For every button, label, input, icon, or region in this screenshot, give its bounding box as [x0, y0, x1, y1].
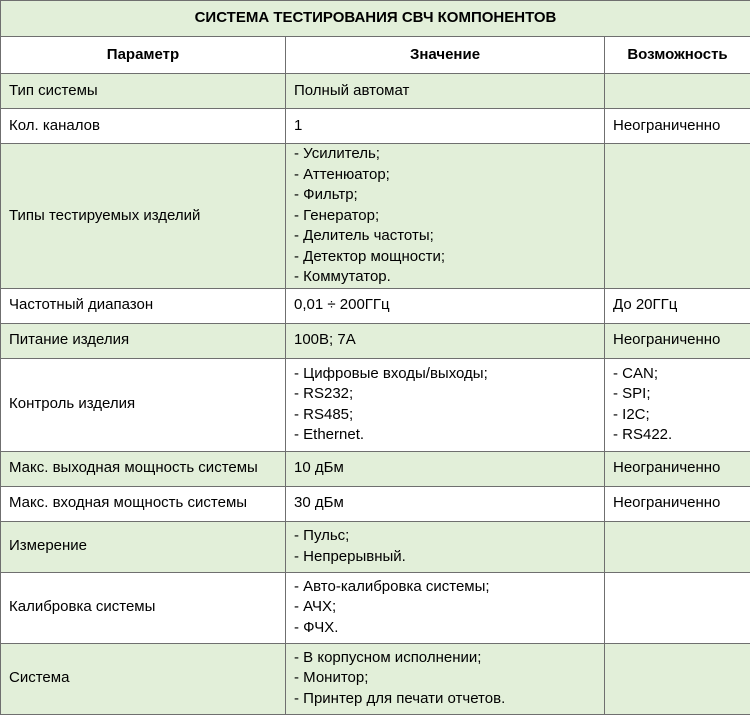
capability-line: Неограниченно — [613, 459, 721, 477]
capability-line: - SPI; — [613, 385, 651, 402]
capability-cell — [605, 643, 750, 714]
value-cell — [286, 451, 605, 486]
table-title: СИСТЕМА ТЕСТИРОВАНИЯ СВЧ КОМПОНЕНТОВ — [1, 1, 750, 37]
value-cell — [286, 74, 605, 109]
value-line: - В корпусном исполнении; — [294, 648, 482, 666]
value-cell — [286, 323, 605, 358]
value-cell — [286, 486, 605, 521]
table-row — [1, 109, 750, 144]
table-row — [1, 486, 750, 521]
parameter-cell: Система — [1, 643, 286, 714]
value-line: - RS232; — [294, 385, 354, 402]
value-line: - Принтер для печати отчетов. — [294, 689, 506, 707]
value-line: 30 дБм — [294, 494, 344, 512]
value-line: - Цифровые входы/выходы; — [294, 364, 488, 382]
parameter-cell: Кол. каналов — [1, 109, 286, 144]
capability-cell — [605, 486, 750, 521]
capability-line: - I2C; — [613, 405, 650, 423]
table-row — [1, 521, 750, 572]
capability-line: До 20ГГц — [613, 296, 678, 314]
value-cell — [286, 643, 605, 714]
capability-line: - RS422. — [613, 426, 673, 443]
capability-cell — [605, 521, 750, 572]
value-line: - Генератор; — [294, 206, 380, 224]
value-line: - Фильтр; — [294, 186, 358, 203]
capability-cell — [605, 572, 750, 643]
value-line: - Коммутатор. — [294, 268, 391, 285]
table-row — [1, 451, 750, 486]
value-line: Полный автомат — [294, 81, 410, 99]
value-line: 1 — [294, 116, 303, 134]
value-cell — [286, 288, 605, 323]
parameter-cell: Типы тестируемых изделий — [1, 144, 286, 289]
value-line: - Непрерывный. — [294, 547, 406, 565]
value-cell — [286, 144, 605, 289]
parameter-cell: Измерение — [1, 521, 286, 572]
value-line: 10 дБм — [294, 459, 344, 477]
header-value: Значение — [286, 37, 605, 74]
capability-cell — [605, 323, 750, 358]
value-line: - Делитель частоты; — [294, 227, 434, 244]
value-cell — [286, 521, 605, 572]
parameter-cell: Питание изделия — [1, 323, 286, 358]
table-row — [1, 144, 750, 289]
table-row — [1, 74, 750, 109]
capability-line: Неограниченно — [613, 116, 721, 134]
capability-cell — [605, 74, 750, 109]
header-capability: Возможность — [605, 37, 750, 74]
value-line: - ФЧХ. — [294, 618, 339, 636]
capability-cell — [605, 358, 750, 451]
value-line: 0,01 ÷ 200ГГц — [294, 296, 390, 314]
value-line: 100В; 7А — [294, 331, 356, 349]
parameter-cell: Калибровка системы — [1, 572, 286, 643]
value-line: - Детектор мощности; — [294, 247, 446, 265]
value-cell — [286, 572, 605, 643]
parameter-cell: Макс. входная мощность системы — [1, 486, 286, 521]
value-line: - Пульс; — [294, 527, 350, 544]
capability-cell — [605, 451, 750, 486]
value-cell — [286, 109, 605, 144]
table-row — [1, 288, 750, 323]
parameter-cell: Тип системы — [1, 74, 286, 109]
table-row — [1, 358, 750, 451]
parameter-cell: Частотный диапазон — [1, 288, 286, 323]
capability-cell — [605, 288, 750, 323]
parameter-cell: Макс. выходная мощность системы — [1, 451, 286, 486]
table-row — [1, 323, 750, 358]
value-line: - Ethernet. — [294, 426, 365, 443]
capability-cell — [605, 109, 750, 144]
value-line: - Аттенюатор; — [294, 165, 390, 183]
table-row — [1, 572, 750, 643]
table-row — [1, 643, 750, 714]
parameter-cell: Контроль изделия — [1, 358, 286, 451]
capability-cell — [605, 144, 750, 289]
value-line: - Авто-калибровка системы; — [294, 577, 490, 595]
value-line: - Монитор; — [294, 669, 369, 687]
value-cell — [286, 358, 605, 451]
capability-line: - CAN; — [613, 364, 658, 382]
capability-line: Неограниченно — [613, 494, 721, 512]
value-line: - RS485; — [294, 405, 354, 423]
value-line: - Усилитель; — [294, 145, 380, 162]
table-body — [1, 74, 750, 715]
value-line: - АЧХ; — [294, 598, 337, 616]
header-parameter: Параметр — [1, 37, 286, 74]
capability-line: Неограниченно — [613, 331, 721, 349]
